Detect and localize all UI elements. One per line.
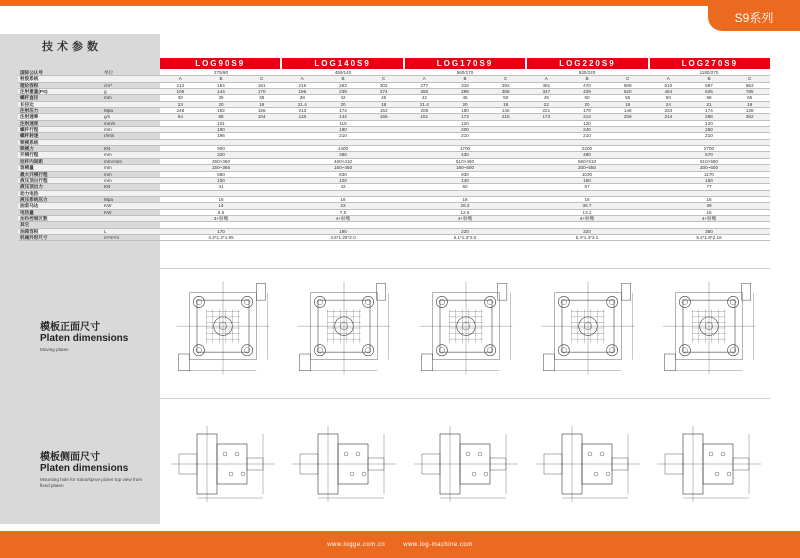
platen-front-subtitle: Moving platen: [40, 347, 69, 352]
page-title: 技术参数: [42, 41, 102, 53]
platen-side-drawing: [653, 424, 765, 504]
spec-value: 174: [339, 108, 347, 114]
spec-value: 170: [257, 89, 266, 95]
spec-value: 429: [583, 89, 591, 95]
spec-value: 65: [747, 95, 753, 101]
spec-value: 138: [745, 108, 754, 114]
spec-value: [160, 140, 282, 145]
spec-value: 1030: [581, 171, 593, 177]
spec-value: 55: [625, 95, 631, 101]
spec-unit: g/s: [104, 114, 111, 120]
spec-value: 170: [217, 228, 225, 234]
model-headers: [160, 58, 770, 69]
spec-label: 射胶系统: [20, 76, 39, 82]
spec-value: 18: [625, 101, 631, 107]
spec-value: 210: [461, 133, 469, 139]
spec-value: A: [178, 76, 182, 82]
top-bar: [0, 0, 800, 34]
spec-value: 380: [339, 152, 347, 158]
spec-value: 200~600: [699, 165, 718, 171]
spec-value: 7.5: [339, 209, 347, 215]
spec-label: 长径比: [20, 101, 34, 107]
spec-value: 50: [584, 95, 590, 101]
spec-value: 510×460: [455, 158, 474, 164]
footer-url[interactable]: www.log-machine.com: [403, 541, 473, 548]
spec-value: 221: [542, 108, 551, 114]
spec-unit: mm: [104, 152, 112, 158]
spec-value: A: [422, 76, 426, 82]
spec-unit: mm: [104, 95, 112, 101]
spec-value: 38: [259, 95, 265, 101]
spec-value: 200~550: [577, 165, 596, 171]
spec-value: [648, 140, 770, 145]
spec-value: 520: [623, 89, 632, 95]
spec-value: 190: [339, 127, 347, 133]
spec-value: 480: [583, 152, 591, 158]
spec-unit: mm: [104, 127, 112, 133]
spec-value: 263: [339, 82, 347, 88]
spec-value: 220: [461, 228, 469, 234]
spec-value: 392: [501, 82, 510, 88]
spec-unit: mm/s: [104, 120, 116, 126]
spec-value: [160, 191, 282, 196]
spec-label: 国际公认号: [20, 70, 43, 75]
spec-value: 35: [218, 95, 224, 101]
spec-value: 118: [298, 114, 306, 120]
spec-value: 450/140: [334, 70, 352, 75]
spec-value: 213: [298, 108, 307, 114]
spec-unit: Mpa: [104, 196, 113, 202]
spec-value: 318: [461, 82, 469, 88]
spec-value: 20: [340, 101, 346, 107]
spec-unit: r/min: [104, 133, 115, 139]
spec-value: 104: [257, 114, 266, 120]
platen-front-title-cn: 模板正面尺寸: [40, 322, 100, 333]
spec-value: 150~365: [211, 165, 230, 171]
spec-value: 470: [583, 82, 591, 88]
spec-value: 16: [340, 196, 346, 202]
spec-value: 206: [420, 108, 429, 114]
platen-side-drawing: [410, 424, 522, 504]
spec-value: 20: [462, 101, 468, 107]
spec-value: 368: [501, 89, 510, 95]
spec-value: 4.3*1.2*1.95: [208, 234, 234, 240]
platen-side-subtitle: Mounting hole for robot/sprue picker top view from fixed platen: [40, 477, 143, 488]
spec-label: 开模行程: [20, 152, 39, 158]
spec-value: 930: [461, 171, 469, 177]
spec-value: [282, 222, 404, 227]
spec-value: 166: [379, 114, 388, 120]
spec-value: C: [748, 76, 752, 82]
spec-value: 320: [217, 152, 225, 158]
spec-value: 30: [177, 95, 183, 101]
spec-value: 570: [705, 152, 713, 158]
spec-value: 360: [705, 228, 713, 234]
spec-value: 155: [257, 108, 266, 114]
spec-unit: KW: [104, 203, 112, 209]
platen-front-drawing: [288, 276, 400, 380]
platen-side-title-cn: 模板侧面尺寸: [40, 452, 100, 463]
spec-value: 21.4: [419, 101, 429, 107]
spec-value: 5.4*1.8*2.18: [696, 234, 722, 240]
spec-label: 注射压力: [20, 108, 39, 114]
spec-value: 430: [461, 152, 469, 158]
spec-unit: mm: [104, 177, 112, 183]
spec-value: 214: [664, 114, 673, 120]
spec-value: 200: [461, 127, 469, 133]
spec-label: 最大开模行程: [20, 171, 48, 177]
spec-label: 螺杆行程: [20, 127, 39, 133]
spec-value: 210: [583, 133, 591, 139]
spec-value: 275/90: [213, 70, 229, 75]
spec-value: 144: [339, 114, 347, 120]
spec-value: [282, 191, 404, 196]
spec-label: 注射速度: [20, 120, 39, 126]
spec-label: 液压顶出力: [20, 184, 43, 190]
spec-value: 150~450: [333, 165, 352, 171]
spec-value: 174: [705, 108, 713, 114]
spec-value: 16: [462, 196, 468, 202]
spec-value: 23: [340, 203, 346, 209]
spec-value: 160: [705, 177, 713, 183]
spec-value: [404, 140, 526, 145]
spec-unit: [104, 191, 160, 196]
spec-value: 4+射嘴: [457, 215, 473, 221]
spec-value: 234: [664, 108, 673, 114]
spec-value: 260: [420, 89, 429, 95]
model-header: LOG90S9: [160, 58, 280, 69]
footer: [0, 531, 800, 558]
spec-value: 13.1: [582, 209, 592, 215]
spec-value: 20: [218, 101, 224, 107]
spec-value: 16: [706, 209, 712, 215]
front-drawings: [162, 276, 770, 380]
spec-value: 16: [584, 196, 590, 202]
spec-value: 173: [461, 114, 469, 120]
spec-value: 215: [501, 114, 510, 120]
spec-value: 610×590: [699, 158, 718, 164]
spec-label: 油箱容积: [20, 228, 39, 234]
spec-value: 1700: [459, 146, 471, 152]
spec-value: 900: [217, 146, 225, 152]
spec-unit: mm×mm: [104, 158, 122, 164]
spec-value: 58: [706, 95, 712, 101]
spec-value: 140: [461, 177, 469, 183]
spec-value: 1180/270: [699, 70, 719, 75]
spec-value: [648, 222, 770, 227]
spec-value: 42: [340, 95, 346, 101]
spec-label: 加热控制区数: [20, 215, 48, 221]
spec-value: 196: [217, 133, 225, 139]
spec-value: 14: [218, 203, 224, 209]
spec-value: 150: [583, 177, 591, 183]
spec-value: A: [544, 76, 548, 82]
spec-value: 180~500: [455, 165, 474, 171]
spec-value: 5.4*1.4*2.1: [575, 234, 599, 240]
model-header: LOG220S9: [527, 58, 647, 69]
spec-unit: g: [104, 89, 107, 95]
spec-value: 50: [665, 95, 671, 101]
spec-value: 151: [420, 114, 429, 120]
spec-value: 18: [381, 101, 387, 107]
platen-side-title-en: Platen dimensions: [40, 463, 129, 474]
spec-value: 248: [176, 108, 185, 114]
spec-value: 1400: [337, 146, 349, 152]
spec-value: A: [300, 76, 304, 82]
spec-label: 螺杆转速: [20, 133, 39, 139]
spec-label: 其它: [20, 222, 30, 228]
spec-value: C: [260, 76, 264, 82]
platen-front-drawing: [653, 276, 765, 380]
spec-value: 210: [339, 133, 347, 139]
spec-label: 液压顶出行程: [20, 177, 48, 183]
spec-label: 液压系统压力: [20, 196, 48, 202]
model-header: LOG140S9: [282, 58, 402, 69]
spec-value: 20: [584, 101, 590, 107]
spec-unit: m*m*m: [104, 234, 120, 240]
spec-value: [160, 222, 282, 227]
spec-value: 625: [705, 89, 713, 95]
spec-label: 容模量: [20, 165, 34, 171]
spec-value: 190: [339, 228, 347, 234]
series-tag: S9系列: [708, 6, 800, 31]
spec-value: 298: [461, 89, 469, 95]
spec-value: 4+射嘴: [579, 215, 595, 221]
spec-unit: [104, 102, 160, 107]
spec-value: 50: [503, 95, 509, 101]
spec-value: 144: [217, 89, 225, 95]
spec-value: 113: [176, 82, 184, 88]
spec-value: 560×510: [577, 158, 596, 164]
spec-value: 16: [706, 196, 712, 202]
spec-value: 120: [339, 177, 347, 183]
spec-unit: KW: [104, 209, 112, 215]
spec-value: 120: [461, 120, 469, 126]
spec-value: C: [382, 76, 386, 82]
platen-front-label: [40, 318, 152, 353]
platen-front-drawing: [532, 276, 644, 380]
spec-value: 569: [623, 82, 632, 88]
spec-value: 830: [339, 171, 347, 177]
divider: [160, 398, 770, 399]
spec-value: 6.5: [217, 209, 225, 215]
spec-value: 21.4: [297, 101, 307, 107]
spec-value: 39: [706, 203, 712, 209]
spec-value: 120: [583, 120, 591, 126]
spec-value: 18: [259, 101, 265, 107]
spec-label: 动力电热: [20, 190, 39, 196]
platen-side-drawing: [167, 424, 279, 504]
spec-value: 381: [542, 82, 551, 88]
spec-value: 106: [176, 89, 185, 95]
spec-unit: KN: [104, 184, 111, 190]
spec-row: [18, 235, 770, 241]
spec-value: 24: [665, 101, 671, 107]
spec-value: 148: [623, 108, 632, 114]
spec-value: 2200: [581, 146, 593, 152]
model-header: LOG270S9: [650, 58, 770, 69]
spec-value: 160: [217, 127, 225, 133]
spec-value: C: [504, 76, 508, 82]
spec-value: 45: [381, 95, 387, 101]
spec-value: 4+射嘴: [701, 215, 717, 221]
spec-value: [526, 140, 648, 145]
platen-side-label: [40, 448, 152, 489]
spec-value: 16: [218, 196, 224, 202]
spec-label: 注射速率: [20, 114, 39, 120]
spec-value: 277: [420, 82, 429, 88]
spec-value: 173: [542, 114, 551, 120]
spec-value: 460×410: [333, 158, 352, 164]
spec-value: 45: [462, 95, 468, 101]
spec-value: 360×360: [211, 158, 230, 164]
spec-value: 560/170: [456, 70, 474, 75]
spec-value: 4.6*1.25*2.0: [330, 234, 356, 240]
spec-label: 锁模力: [20, 146, 34, 152]
spec-value: 12.6: [460, 209, 470, 215]
spec-value: [404, 222, 526, 227]
spec-value: 88: [218, 114, 224, 120]
spec-value: 274: [379, 89, 388, 95]
spec-value: 115: [339, 120, 347, 126]
spec-value: 182: [217, 108, 225, 114]
spec-unit: cm³: [104, 82, 112, 88]
spec-value: 215: [298, 82, 307, 88]
spec-value: 2700: [703, 146, 715, 152]
spec-label: 螺杆直径: [20, 95, 39, 101]
spec-value: A: [666, 76, 670, 82]
spec-value: 680: [217, 171, 225, 177]
spec-value: [526, 222, 648, 227]
spec-value: 687: [705, 82, 713, 88]
spec-value: 42: [340, 184, 346, 190]
spec-value: 259: [623, 114, 632, 120]
footer-url[interactable]: www.logge.com.cn: [327, 541, 386, 548]
platen-side-drawing: [532, 424, 644, 504]
platen-front-drawing: [410, 276, 522, 380]
platen-side-drawing: [288, 424, 400, 504]
spec-value: 77: [706, 184, 712, 190]
top-orange-strip: [0, 0, 800, 6]
spec-unit: KN: [104, 146, 111, 152]
spec-unit: L: [104, 228, 107, 234]
spec-unit: Mpa: [104, 108, 113, 114]
platen-front-drawing: [167, 276, 279, 380]
spec-value: 3+射嘴: [213, 215, 229, 221]
spec-unit: 单位: [104, 70, 114, 75]
spec-value: 240: [583, 127, 591, 133]
spec-value: 100: [217, 177, 225, 183]
spec-value: 67: [584, 184, 590, 190]
spec-value: 18: [747, 101, 753, 107]
spec-label: 油泵马达: [20, 203, 39, 209]
spec-label: 机械外形尺寸: [20, 234, 48, 240]
spec-value: 4+射嘴: [335, 215, 351, 221]
spec-value: 630/220: [578, 70, 596, 75]
spec-value: 5.1*1.3*2.0: [453, 234, 477, 240]
spec-value: 863: [745, 82, 754, 88]
spec-label: 注射重量(PS): [20, 89, 48, 95]
spec-value: 38: [299, 95, 305, 101]
spec-value: 101: [217, 120, 225, 126]
spec-value: 179: [583, 108, 591, 114]
spec-value: B: [585, 76, 589, 82]
spec-value: 120: [705, 120, 713, 126]
spec-value: 181: [257, 82, 266, 88]
spec-unit: mm: [104, 171, 112, 177]
spec-value: 21: [706, 101, 712, 107]
spec-value: 196: [298, 89, 307, 95]
spec-value: 50: [462, 184, 468, 190]
spec-value: 362: [745, 114, 754, 120]
spec-value: B: [463, 76, 467, 82]
spec-value: 260: [705, 127, 713, 133]
spec-value: 214: [583, 114, 591, 120]
spec-value: 464: [664, 89, 673, 95]
spec-unit: [104, 216, 160, 221]
spec-value: 785: [745, 89, 754, 95]
spec-value: 154: [217, 82, 225, 88]
spec-value: B: [219, 76, 223, 82]
spec-value: 145: [501, 108, 510, 114]
spec-value: [404, 191, 526, 196]
spec-label: 理论容积: [20, 82, 39, 88]
spec-value: 42: [421, 95, 427, 101]
spec-value: 288: [705, 114, 713, 120]
spec-unit: [104, 140, 160, 145]
spec-label: 锁模系统: [20, 139, 39, 145]
spec-value: 36.7: [582, 203, 592, 209]
spec-value: 347: [542, 89, 551, 95]
spec-value: 31: [218, 184, 224, 190]
platen-front-title-en: Platen dimensions: [40, 333, 129, 344]
spec-unit: [104, 76, 160, 81]
spec-value: 64: [177, 114, 183, 120]
spec-table: [18, 70, 770, 241]
spec-value: [526, 191, 648, 196]
spec-unit: mm: [104, 165, 112, 171]
spec-value: 302: [379, 82, 388, 88]
spec-value: C: [626, 76, 630, 82]
spec-unit: [104, 222, 160, 227]
spec-value: 320: [583, 228, 591, 234]
spec-value: [282, 140, 404, 145]
spec-value: 28.3: [460, 203, 470, 209]
spec-label: 电热量: [20, 209, 34, 215]
spec-value: 152: [379, 108, 388, 114]
spec-value: B: [707, 76, 711, 82]
spec-value: 180: [461, 108, 469, 114]
model-header: LOG170S9: [405, 58, 525, 69]
spec-value: 23: [177, 101, 183, 107]
spec-label: 拉杆内间距: [20, 158, 43, 164]
spec-value: 22: [543, 101, 549, 107]
spec-value: 18: [503, 101, 509, 107]
divider: [160, 268, 770, 269]
spec-value: 45: [543, 95, 549, 101]
spec-value: 239: [339, 89, 347, 95]
spec-value: 510: [664, 82, 673, 88]
side-drawings: [162, 424, 770, 504]
spec-value: B: [341, 76, 345, 82]
spec-value: 210: [705, 133, 713, 139]
spec-value: [648, 191, 770, 196]
spec-value: 1170: [704, 171, 714, 177]
